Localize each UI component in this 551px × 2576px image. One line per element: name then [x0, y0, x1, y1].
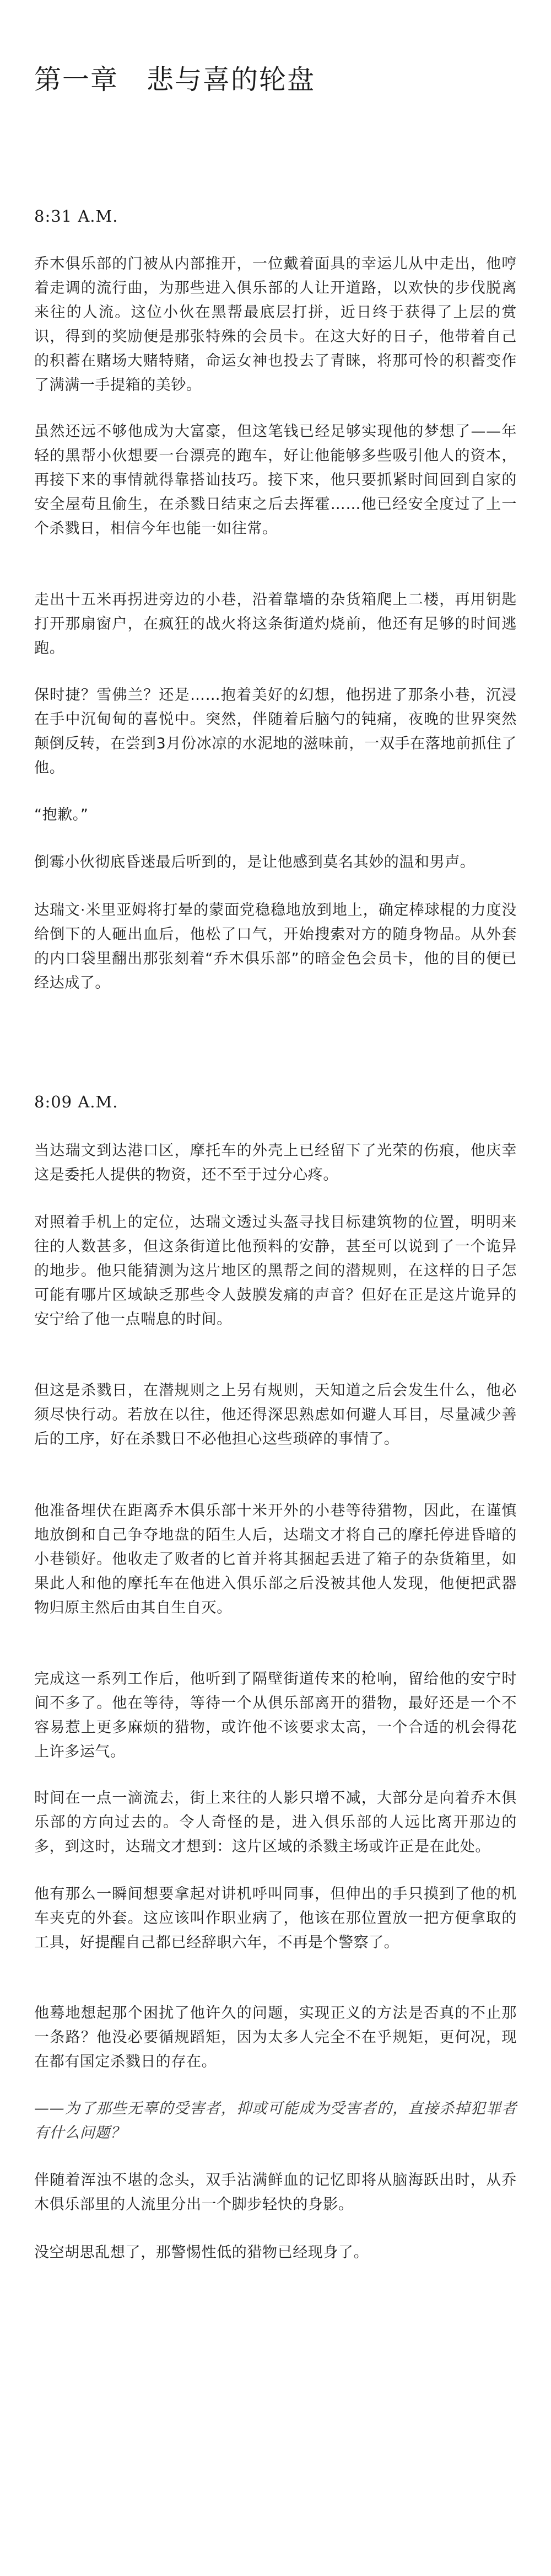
italic-thought: ——为了那些无辜的受害者，抑或可能成为受害者的，直接杀掉犯罪者有什么问题？ [34, 2100, 517, 2141]
paragraph: 保时捷？雪佛兰？还是……抱着美好的幻想，他拐进了那条小巷，沉浸在手中沉甸甸的喜悦中。突然，伴随着后脑勺的钝痛，夜晚的世界突然颠倒反转，在尝到3月份冰凉的水泥地的滋味前，一双手在落地前抓住了他。 [34, 687, 517, 776]
paragraph: 达瑞文·米里亚姆将打晕的蒙面党稳稳地放到地上，确定棒球棍的力度没给倒下的人砸出血后，他松了口气，开始搜索对方的随身物品。从外套的内口袋里翻出那张刻着“乔木俱乐部”的暗金色会员卡，他的目的便已经达成了。 [34, 902, 517, 992]
paragraph: 他蓦地想起那个困扰了他许久的问题，实现正义的方法是否真的不止那一条路？他没必要循规蹈矩，因为太多人完全不在乎规矩，更何况，现在都有国定杀戮日的存在。 [34, 2005, 517, 2070]
chapter-title: 第一章 悲与喜的轮盘 [34, 64, 316, 95]
paragraph: 没空胡思乱想了，那警惕性低的猎物已经现身了。 [34, 2244, 369, 2261]
paragraph: 时间在一点一滴流去，街上来往的人影只增不减，大部分是向着乔木俱乐部的方向过去的。令人奇怪的是，进入俱乐部的人远比离开那边的多，到这时，达瑞文才想到：这片区域的杀戮主场或许正是在此处。 [34, 1790, 517, 1855]
paragraph: 完成这一系列工作后，他听到了隔壁街道传来的枪响，留给他的安宁时间不多了。他在等待，等待一个从俱乐部离开的猎物，最好还是一个不容易惹上更多麻烦的猎物，或许他不该要求太高，一个合适的机会得花上许多运气。 [34, 1670, 517, 1760]
paragraph: 虽然还远不够他成为大富豪，但这笔钱已经足够实现他的梦想了——年轻的黑帮小伙想要一台漂亮的跑车，好让他能够多些吸引他人的资本，再接下来的事情就得靠搭讪技巧。接下来，他只要抓紧时间回到自家的安全屋苟且偷生，在杀戮日结束之后去挥霍……他已经安全度过了上一个杀戮日，相信今年也能一如往常。 [34, 423, 517, 537]
section-time-1: 8:31 A.M. [34, 207, 118, 226]
paragraph: 倒霉小伙彻底昏迷最后听到的，是让他感到莫名其妙的温和男声。 [34, 854, 476, 871]
dialogue-line: “抱歉。” [34, 806, 89, 823]
paragraph: 他有那么一瞬间想要拿起对讲机呼叫同事，但伸出的手只摸到了他的机车夹克的外套。这应该叫作职业病了，他该在那位置放一把方便拿取的工具，好提醒自己都已经辞职六年，不再是个警察了。 [34, 1886, 517, 1951]
paragraph: 伴随着浑浊不堪的念头，双手沾满鲜血的记忆即将从脑海跃出时，从乔木俱乐部里的人流里分出一个脚步轻快的身影。 [34, 2172, 517, 2213]
paragraph: 乔木俱乐部的门被从内部推开，一位戴着面具的幸运儿从中走出，他哼着走调的流行曲，为那些进入俱乐部的人让开道路，以欢快的步伐脱离来往的人流。这位小伙在黑帮最底层打拼，近日终于获得了上层的赏识，得到的奖励便是那张特殊的会员卡。在这大好的日子，他带着自己的积蓄在赌场大赌特赌，命运女神也投去了青睐，将那可怜的积蓄变作了满满一手提箱的美钞。 [34, 255, 517, 394]
section-time-2: 8:09 A.M. [34, 1092, 118, 1111]
paragraph: 对照着手机上的定位，达瑞文透过头盔寻找目标建筑物的位置，明明来往的人数甚多，但这条街道比他预料的安静，甚至可以说到了一个诡异的地步。他只能猜测为这片地区的黑帮之间的潜规则，在这样的日子怎可能有哪片区域缺乏那些令人鼓膜发痛的声音？但好在正是这片诡异的安宁给了他一点喘息的时间。 [34, 1214, 517, 1328]
paragraph: 他准备埋伏在距离乔木俱乐部十米开外的小巷等待猎物，因此，在谨慎地放倒和自己争夺地盘的陌生人后，达瑞文才将自己的摩托停进昏暗的小巷锁好。他收走了败者的匕首并将其捆起丢进了箱子的杂货箱里，如果此人和他的摩托车在他进入俱乐部之后没被其他人发现，他便把武器物归原主然后由其自生自灭。 [34, 1502, 517, 1616]
paragraph: 当达瑞文到达港口区，摩托车的外壳上已经留下了光荣的伤痕，他庆幸这是委托人提供的物资，还不至于过分心疼。 [34, 1142, 517, 1183]
paragraph: 走出十五米再拐进旁边的小巷，沿着靠墙的杂货箱爬上二楼，再用钥匙打开那扇窗户，在疯狂的战火将这条街道灼烧前，他还有足够的时间逃跑。 [34, 591, 517, 657]
paragraph: 但这是杀戮日，在潜规则之上另有规则，天知道之后会发生什么，他必须尽快行动。若放在以往，他还得深思熟虑如何避人耳目，尽量减少善后的工序，好在杀戮日不必他担心这些琐碎的事情了。 [34, 1382, 517, 1448]
